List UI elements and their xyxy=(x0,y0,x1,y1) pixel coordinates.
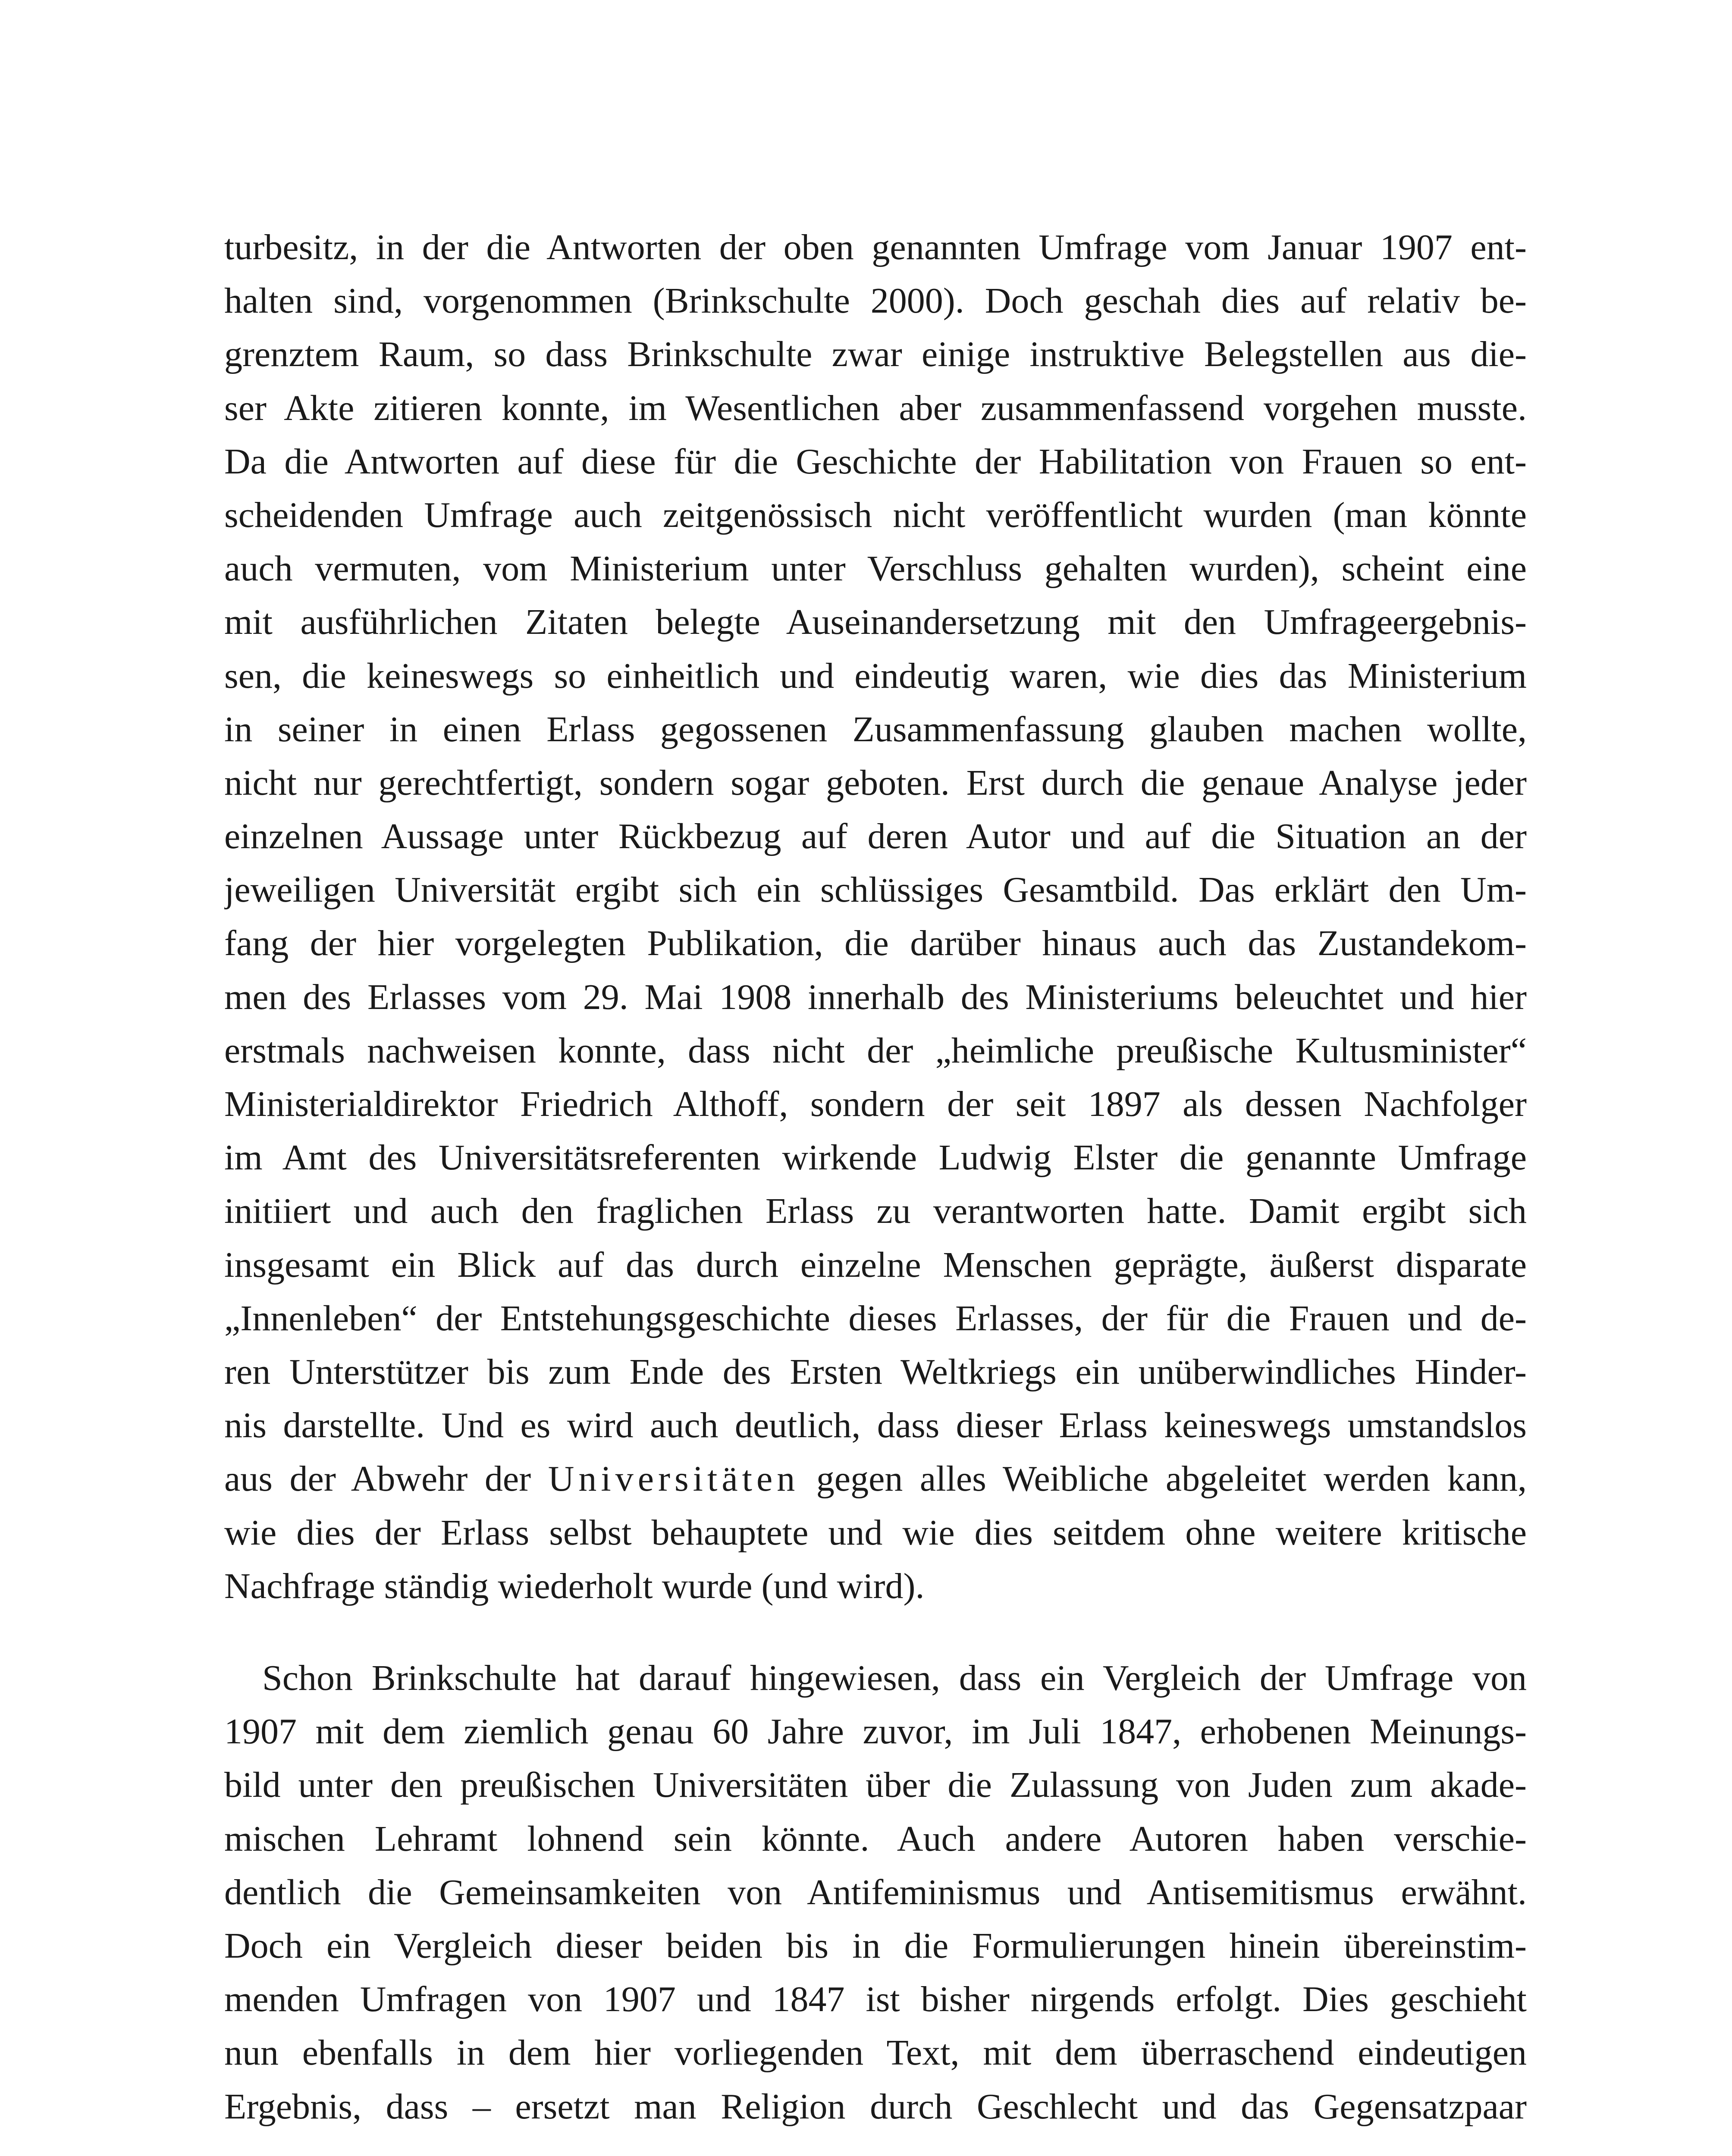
text-line: nun ebenfalls in dem hier vorliegenden Text, mit dem überraschend eindeutigen xyxy=(224,2033,1527,2073)
text-line: insgesamt ein Blick auf das durch einzelne Menschen geprägte, äußerst disparate xyxy=(224,1244,1527,1285)
text-line: bild unter den preußischen Universitäten über die Zulassung von Juden zum akade- xyxy=(224,1765,1527,1805)
text-line: mit ausführlichen Zitaten belegte Auseinandersetzung mit den Umfrageergebnis- xyxy=(224,602,1527,642)
text-line: ser Akte zitieren konnte, im Wesentlichen aber zusammenfassend vorgehen musste. xyxy=(224,388,1527,428)
text-line: Ergebnis, dass – ersetzt man Religion durch Geschlecht und das Gegensatzpaar xyxy=(224,2086,1527,2127)
paragraph-1 xyxy=(224,221,1527,1613)
text-line: auch vermuten, vom Ministerium unter Verschluss gehalten wurden), scheint eine xyxy=(224,548,1527,589)
text-line: im Amt des Universitätsreferenten wirkende Ludwig Elster die genannte Umfrage xyxy=(224,1138,1527,1178)
text-run: aus der Abwehr der xyxy=(224,1459,548,1499)
text-line: scheidenden Umfrage auch zeitgenössisch nicht veröffentlicht wurden (man könnte xyxy=(224,495,1527,535)
text-line: fang der hier vorgelegten Publikation, die darüber hinaus auch das Zustandekom- xyxy=(224,923,1527,964)
text-line: dentlich die Gemeinsamkeiten von Antifeminismus und Antisemitismus erwähnt. xyxy=(224,1872,1527,1912)
text-line: initiiert und auch den fraglichen Erlass zu verantworten hatte. Damit ergibt sich xyxy=(224,1191,1527,1232)
text-line: halten sind, vorgenommen (Brinkschulte 2000). Doch geschah dies auf relativ be- xyxy=(224,281,1527,321)
text-line: turbesitz, in der die Antworten der oben genannten Umfrage vom Januar 1907 ent- xyxy=(224,227,1527,267)
text-line: Da die Antworten auf diese für die Geschichte der Habilitation von Frauen so ent- xyxy=(224,441,1527,482)
letterspaced-emphasis: Universitäten xyxy=(548,1459,800,1499)
text-line: menden Umfragen von 1907 und 1847 ist bisher nirgends erfolgt. Dies geschieht xyxy=(224,1979,1527,2020)
text-line: „Innenleben“ der Entstehungsgeschichte dieses Erlasses, der für die Frauen und de- xyxy=(224,1298,1527,1338)
text-line-last: Nachfrage ständig wiederholt wurde (und wird). xyxy=(224,1566,925,1606)
text-line: nicht nur gerechtfertigt, sondern sogar geboten. Erst durch die genaue Analyse jeder xyxy=(224,762,1527,803)
text-line: einzelnen Aussage unter Rückbezug auf deren Autor und auf die Situation an der xyxy=(224,816,1527,857)
text-line: erstmals nachweisen konnte, dass nicht der „heimliche preußische Kultusminister“ xyxy=(224,1030,1527,1071)
text-line: 1907 mit dem ziemlich genau 60 Jahre zuvor, im Juli 1847, erhobenen Meinungs- xyxy=(224,1711,1527,1752)
text-run: gegen alles Weibliche abgeleitet werden kann, xyxy=(799,1459,1527,1499)
text-line: Ministerialdirektor Friedrich Althoff, sondern der seit 1897 als dessen Nachfolger xyxy=(224,1084,1527,1124)
text-line: sen, die keineswegs so einheitlich und eindeutig waren, wie dies das Ministerium xyxy=(224,655,1527,696)
text-line-indented: Schon Brinkschulte hat darauf hingewiesen, dass ein Vergleich der Umfrage von xyxy=(262,1658,1527,1698)
text-line: men des Erlasses vom 29. Mai 1908 innerhalb des Ministeriums beleuchtet und hier xyxy=(224,977,1527,1017)
text-line: grenztem Raum, so dass Brinkschulte zwar einige instruktive Belegstellen aus die- xyxy=(224,334,1527,375)
text-line: wie dies der Erlass selbst behauptete und wie dies seitdem ohne weitere kritische xyxy=(224,1512,1527,1553)
text-line: nis darstellte. Und es wird auch deutlich, dass dieser Erlass keineswegs umstandslos xyxy=(224,1405,1527,1446)
text-line: in seiner in einen Erlass gegossenen Zusammenfassung glauben machen wollte, xyxy=(224,709,1527,749)
paragraph-2 xyxy=(224,1651,1527,2134)
text-line: ren Unterstützer bis zum Ende des Ersten Weltkriegs ein unüberwindliches Hinder- xyxy=(224,1351,1527,1392)
text-line-spaced xyxy=(224,1452,1527,1506)
text-line: mischen Lehramt lohnend sein könnte. Auch andere Autoren haben verschie- xyxy=(224,1818,1527,1859)
text-line: jeweiligen Universität ergibt sich ein schlüssiges Gesamtbild. Das erklärt den Um- xyxy=(224,870,1527,910)
text-line: Doch ein Vergleich dieser beiden bis in die Formulierungen hinein übereinstim- xyxy=(224,1925,1527,1966)
